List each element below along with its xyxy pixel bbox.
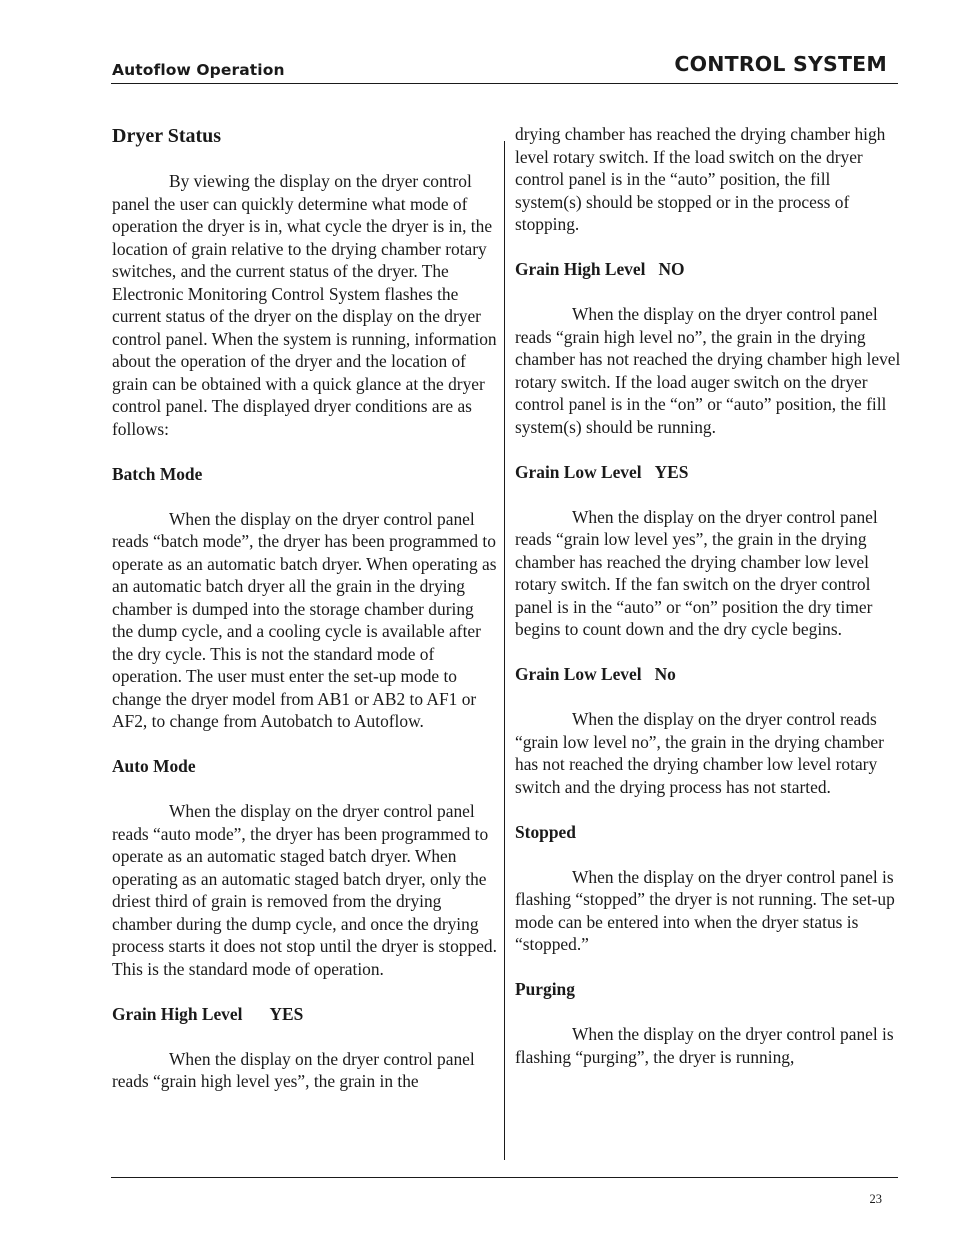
purging-paragraph: When the display on the dryer control panel is flashing “purging”, the dryer is running, xyxy=(515,1024,894,1067)
stopped-heading: Stopped xyxy=(515,821,576,842)
left-column xyxy=(112,123,498,1093)
running-header-chapter: CONTROL SYSTEM xyxy=(674,52,887,76)
column-divider xyxy=(504,141,505,1160)
grain-high-no-heading xyxy=(515,258,901,281)
grain-high-yes-paragraph: When the display on the dryer control panel reads “grain high level yes”, the grain in the xyxy=(112,1048,475,1091)
page-number: 23 xyxy=(869,1192,882,1206)
grain-low-no-label: Grain Low Level xyxy=(515,664,642,684)
batch-mode-heading: Batch Mode xyxy=(112,463,203,484)
auto-mode-heading: Auto Mode xyxy=(112,756,196,776)
section-title: Dryer Status xyxy=(112,125,222,147)
grain-high-yes-label: Grain High Level xyxy=(112,1003,243,1024)
purging-heading: Purging xyxy=(515,979,575,999)
grain-low-yes-value: YES xyxy=(654,461,689,482)
grain-high-no-paragraph: When the display on the dryer control panel reads “grain high level no”, the grain in the drying chamber has not reached the drying chamber high level rotary switch. If the load auger switch on the dryer control panel is in the “on” or “auto” position, the fill system(s) should be running. xyxy=(515,304,901,437)
grain-low-yes-paragraph: When the display on the dryer control panel reads “grain low level yes”, the grain in the drying chamber has reached the drying chamber low level rotary switch. If the fan switch on the dryer control panel is in the “auto” or “on” position the dry timer begins to count down and the dry cycle begins. xyxy=(515,506,878,639)
footer-rule xyxy=(111,1177,898,1178)
grain-high-no-value: NO xyxy=(658,259,685,279)
auto-mode-paragraph: When the display on the dryer control panel reads “auto mode”, the dryer has been programmed to operate as an automatic staged batch dryer. When operating as an automatic staged batch dryer, only the driest third of grain is removed from the drying chamber during the dump cycle, and once the drying process starts it does not stop until the dryer is stopped. This is the standard mode of operation. xyxy=(112,801,497,979)
intro-paragraph: By viewing the display on the dryer control panel the user can quickly determine what mode of operation the dryer is in, what cycle the dryer is in, the location of grain relative to the drying chamber rotary switches, and the current status of the dryer. The Electronic Monitoring Control System flashes the current status of the dryer on the display on the dryer control panel. When the system is running, information about the operation of the dryer and the location of grain can be obtained with a quick glance at the dryer control panel. The displayed dryer conditions are as follows: xyxy=(112,171,497,439)
right-column xyxy=(515,123,901,1068)
grain-high-no-label: Grain High Level xyxy=(515,259,646,279)
running-header-section: Autoflow Operation xyxy=(112,61,285,79)
grain-low-yes-heading xyxy=(515,461,901,484)
stopped-paragraph: When the display on the dryer control panel is flashing “stopped” the dryer is not running. The set-up mode can be entered into when the dryer status is “stopped.” xyxy=(515,866,895,954)
grain-high-yes-heading xyxy=(112,1003,498,1026)
continued-paragraph: drying chamber has reached the drying chamber high level rotary switch. If the load switch on the dryer control panel is in the “auto” position, the fill system(s) should be stopped or in the process of stopping. xyxy=(515,124,886,234)
grain-low-yes-label: Grain Low Level xyxy=(515,461,642,482)
grain-low-no-value: No xyxy=(654,664,676,684)
grain-low-no-paragraph: When the display on the dryer control reads “grain low level no”, the grain in the drying chamber has not reached the drying chamber low level rotary switch and the drying process has not started. xyxy=(515,709,884,797)
batch-mode-paragraph: When the display on the dryer control panel reads “batch mode”, the dryer has been programmed to operate as an automatic batch dryer. When operating as an automatic batch dryer all the grain in the drying chamber is dumped into the storage chamber during the dump cycle, and a cooling cycle is available after the dry cycle. This is not the standard mode of operation. The user must enter the set-up mode to change the dryer model from AB1 or AB2 to AF1 or AF2, to change from Autobatch to Autoflow. xyxy=(112,508,497,731)
grain-low-no-heading xyxy=(515,663,901,686)
header-rule xyxy=(111,83,898,84)
grain-high-yes-value: YES xyxy=(269,1003,304,1024)
